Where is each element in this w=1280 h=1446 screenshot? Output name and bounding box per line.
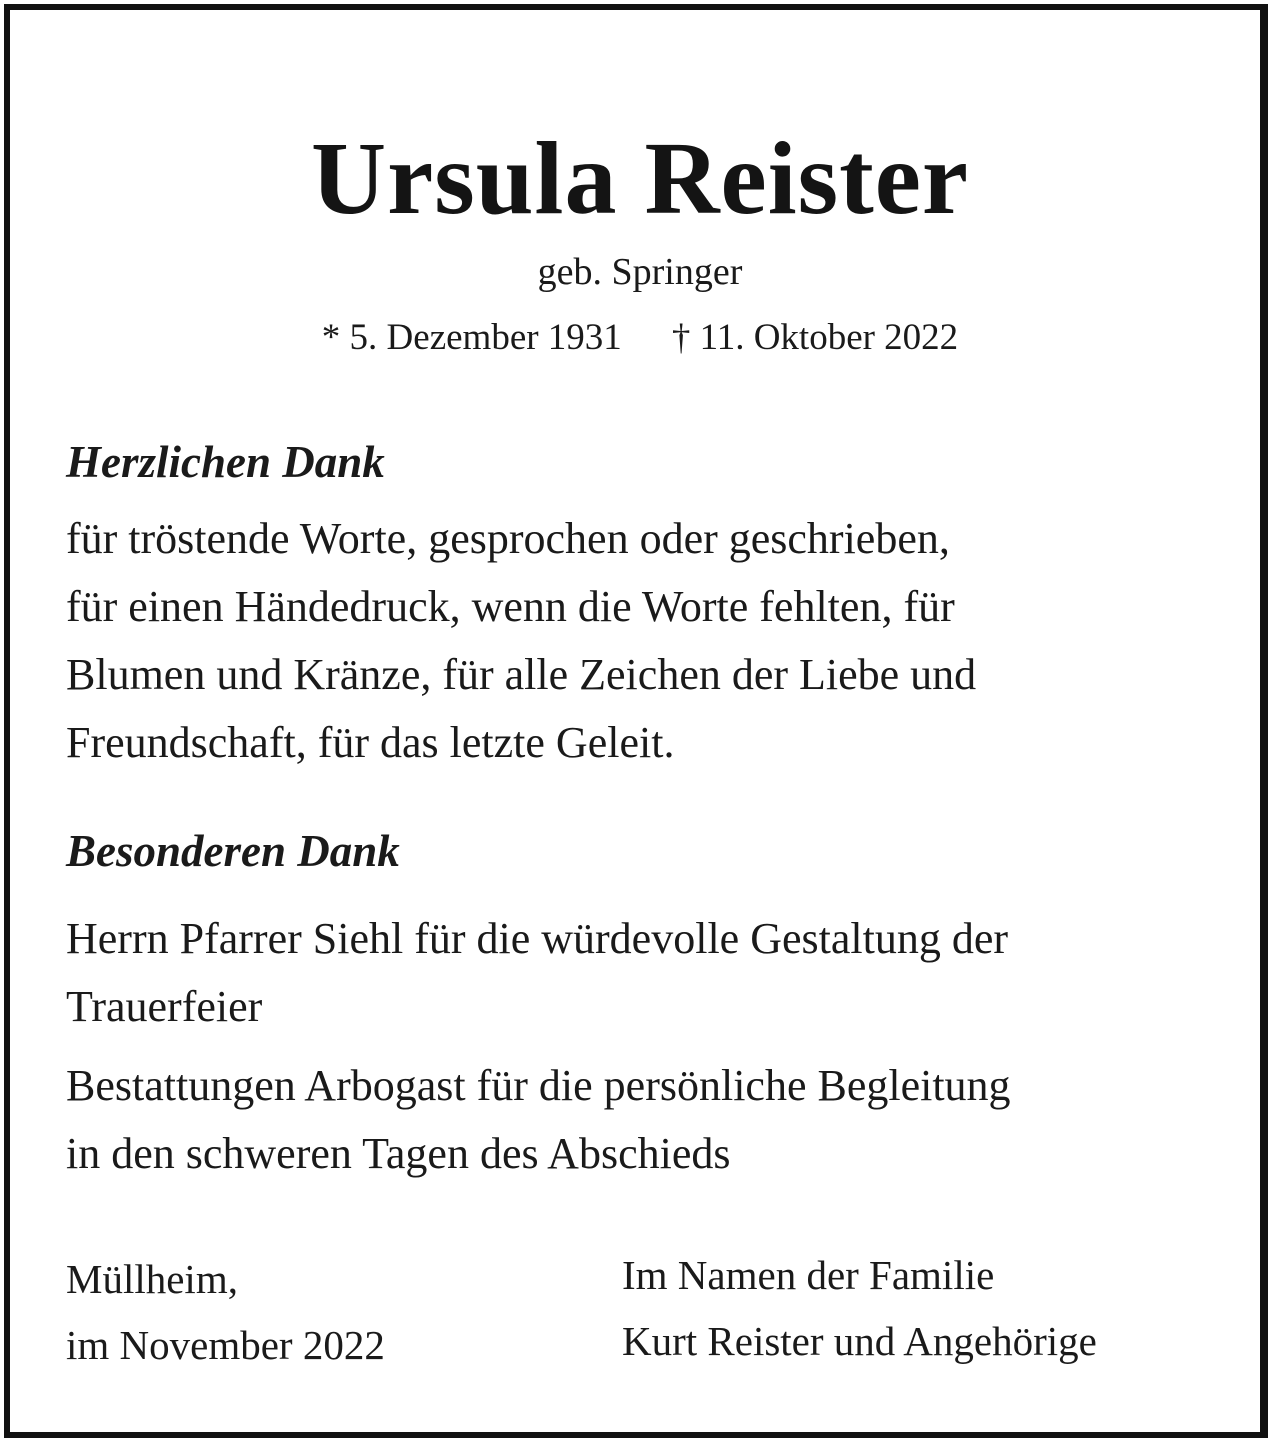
maiden-name: geb. Springer	[537, 251, 743, 293]
place-and-date	[66, 1246, 385, 1378]
thanks-line: für tröstende Worte, gesprochen oder geschrieben,	[66, 514, 950, 563]
date: im November 2022	[66, 1322, 385, 1368]
deceased-name: Ursula Reister	[310, 121, 970, 236]
special-thanks-heading: Besonderen Dank	[66, 826, 400, 876]
special-thanks-line: Herrn Pfarrer Siehl für die würdevolle Gestaltung der	[66, 914, 1009, 963]
on-behalf: Im Namen der Familie	[622, 1252, 995, 1298]
life-dates	[0, 318, 1280, 359]
thanks-heading: Herzlichen Dank	[66, 437, 385, 487]
special-thanks-line: Trauerfeier	[66, 982, 263, 1031]
special-thanks-undertaker	[66, 1052, 1011, 1188]
thanks-line: für einen Händedruck, wenn die Worte fehlten, für	[66, 582, 955, 631]
special-thanks-line: Bestattungen Arbogast für die persönliche Begleitung	[66, 1061, 1011, 1110]
special-thanks-pastor	[66, 905, 1008, 1041]
place: Müllheim,	[66, 1256, 238, 1302]
birth-date: * 5. Dezember 1931	[321, 317, 622, 358]
thanks-line: Blumen und Kränze, für alle Zeichen der Liebe und	[66, 650, 977, 699]
signature-block	[622, 1242, 1097, 1374]
thanks-line: Freundschaft, für das letzte Geleit.	[66, 718, 675, 767]
death-date: † 11. Oktober 2022	[671, 317, 959, 358]
signatories: Kurt Reister und Angehörige	[622, 1318, 1097, 1364]
special-thanks-line: in den schweren Tagen des Abschieds	[66, 1129, 731, 1178]
thanks-text	[66, 505, 976, 777]
